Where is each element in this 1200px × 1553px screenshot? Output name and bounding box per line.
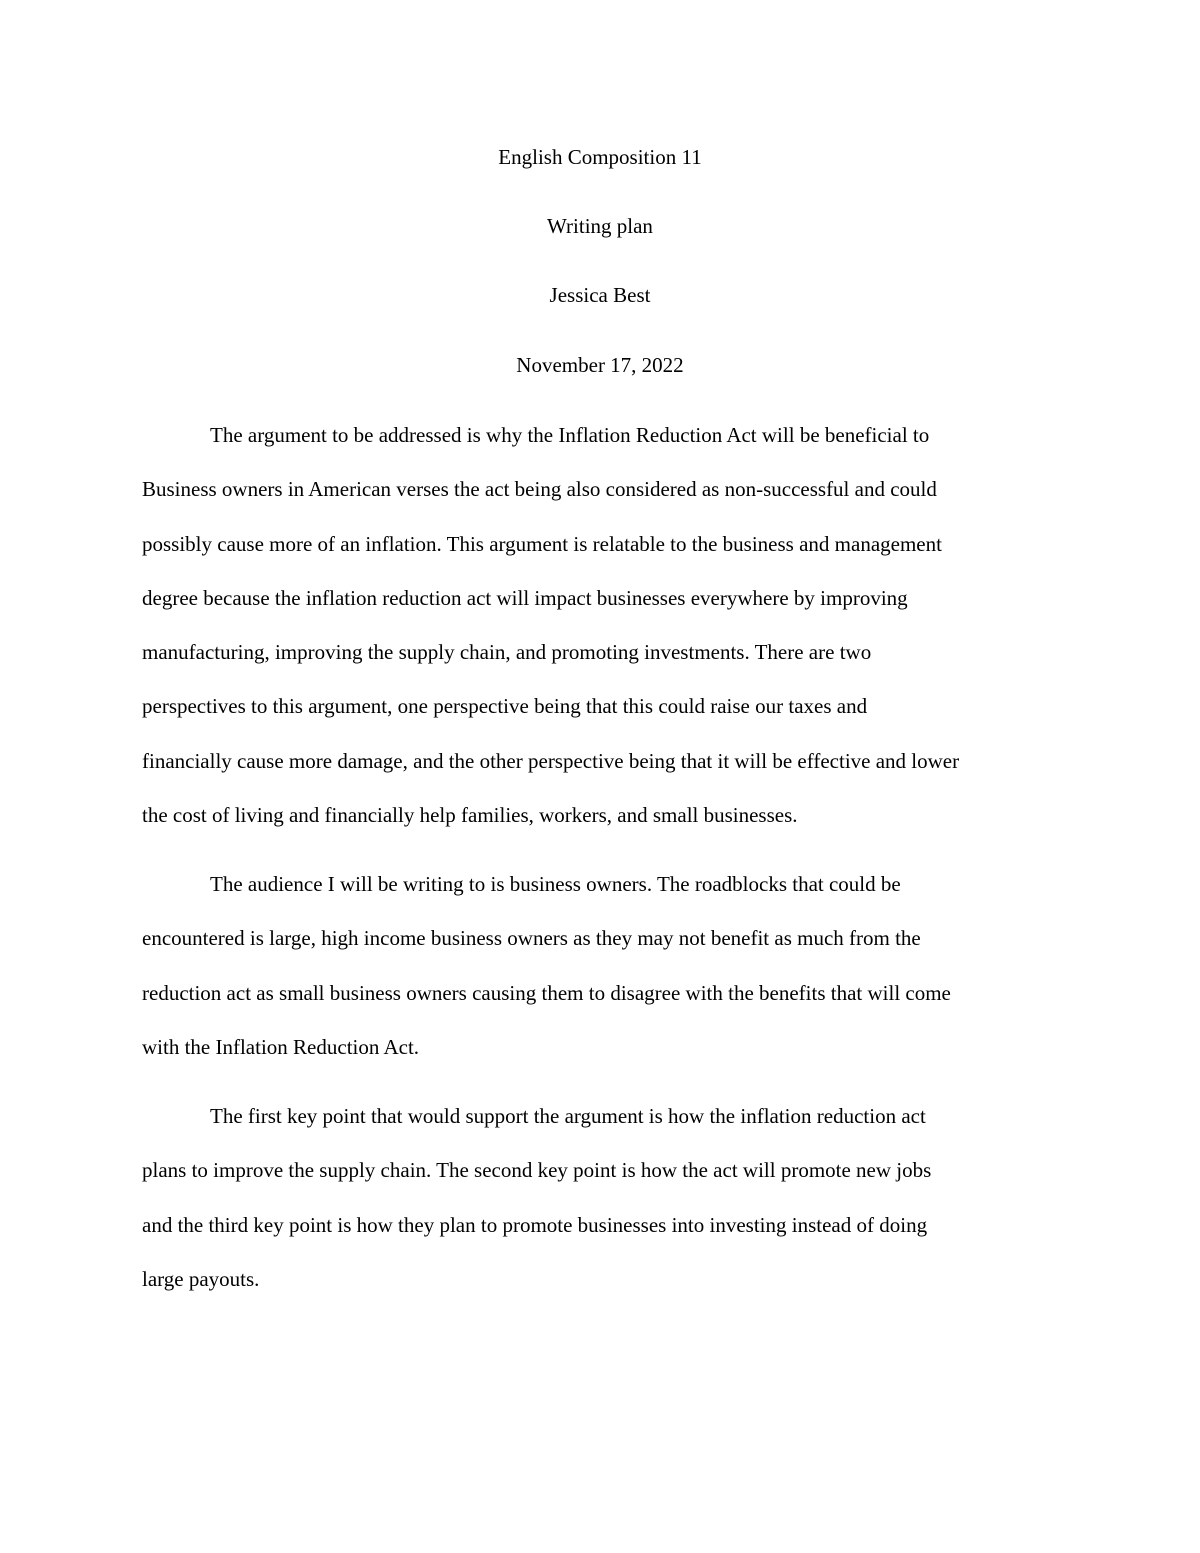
paragraph-key-points <box>142 1089 1062 1306</box>
course-title: English Composition 11 <box>498 145 702 169</box>
paragraph-line: manufacturing, improving the supply chain, and promoting investments. There are two <box>142 640 872 665</box>
paragraph-line: plans to improve the supply chain. The second key point is how the act will promote new jobs <box>142 1158 932 1183</box>
paragraph-audience <box>142 857 1062 1074</box>
paragraph-line: encountered is large, high income business owners as they may not benefit as much from the <box>142 926 921 951</box>
paragraph-line: perspectives to this argument, one perspective being that this could raise our taxes and <box>142 694 868 719</box>
paragraph-line: the cost of living and financially help families, workers, and small businesses. <box>142 803 798 828</box>
paragraph-line: large payouts. <box>142 1266 260 1291</box>
paragraph-line: reduction act as small business owners causing them to disagree with the benefits that will come <box>142 980 951 1005</box>
paragraph-line: Business owners in American verses the act being also considered as non-successful and could <box>142 477 937 502</box>
assignment-title: Writing plan <box>547 214 653 238</box>
paragraph-line: The audience I will be writing to is business owners. The roadblocks that could be <box>210 872 901 896</box>
paragraph-line: financially cause more damage, and the other perspective being that it will be effective and lower <box>142 748 960 773</box>
document-date: November 17, 2022 <box>516 353 684 377</box>
paragraph-line: possibly cause more of an inflation. This argument is relatable to the business and management <box>142 531 942 556</box>
paragraph-line: with the Inflation Reduction Act. <box>142 1034 420 1059</box>
paragraph-argument <box>142 408 1062 842</box>
paragraph-line: The argument to be addressed is why the Inflation Reduction Act will be beneficial to <box>210 423 930 447</box>
paragraph-line: The first key point that would support the argument is how the inflation reduction act <box>210 1104 926 1128</box>
paragraph-line: degree because the inflation reduction act will impact businesses everywhere by improving <box>142 585 908 610</box>
author-name: Jessica Best <box>549 283 651 307</box>
paragraph-line: and the third key point is how they plan to promote businesses into investing instead of doing <box>142 1212 928 1237</box>
